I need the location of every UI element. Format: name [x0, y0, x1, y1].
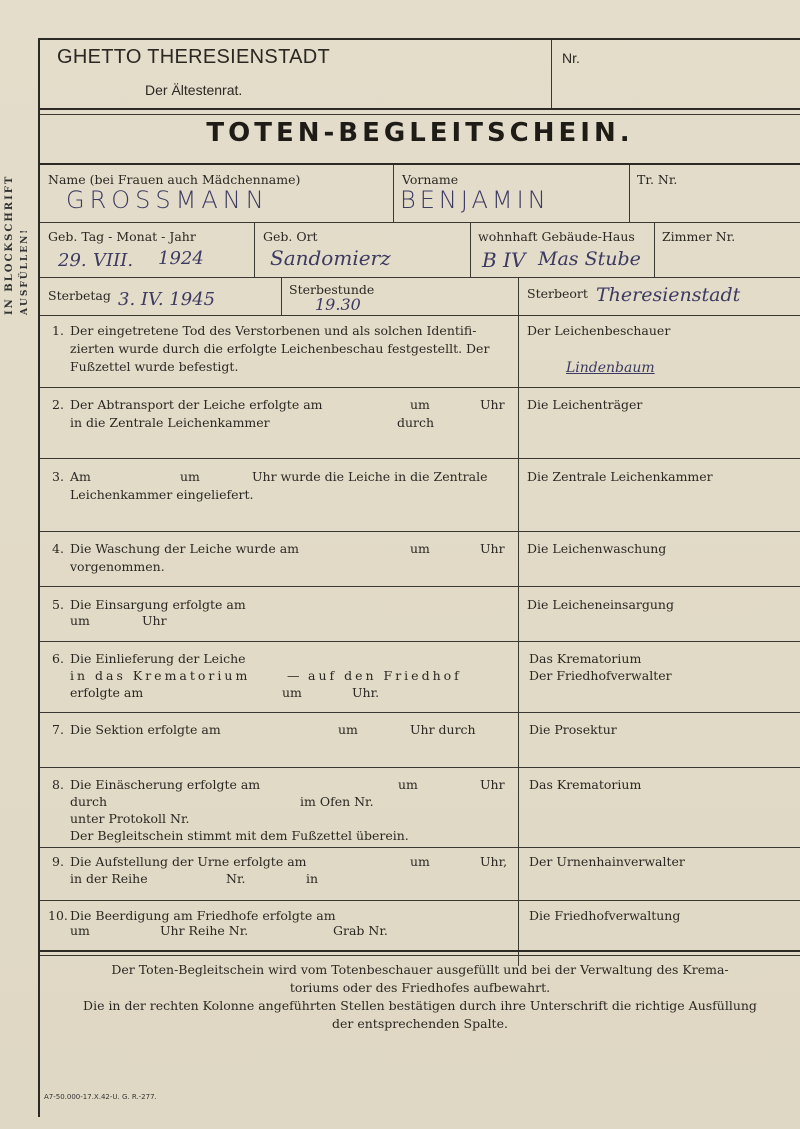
step2-durch: durch: [397, 415, 435, 430]
birth-day-value: 29.: [58, 250, 87, 271]
death-place-label: Sterbeort: [527, 286, 588, 301]
side-instruction-line2: AUSFÜLLEN!: [20, 227, 30, 315]
step4-responsible: Die Leichenwaschung: [527, 541, 667, 556]
step6-line1: Die Einlieferung der Leiche: [70, 651, 246, 666]
step6-uhr: Uhr.: [352, 685, 380, 700]
transport-divider: [629, 165, 630, 222]
row-rule: [40, 767, 800, 768]
right-column-divider: [518, 277, 519, 966]
step8-ofen: im Ofen Nr.: [300, 794, 374, 809]
row-rule: [40, 586, 800, 587]
step8-line2: durch: [70, 794, 108, 809]
form-title: TOTEN-BEGLEITSCHEIN.: [206, 118, 634, 148]
step6-responsible: Das Krematorium: [529, 651, 642, 666]
birth-divider: [254, 222, 255, 277]
firstname-label: Vorname: [402, 172, 459, 187]
print-code: A7-50.000-17.X.42-U. G. R.-277.: [44, 1093, 157, 1101]
step5-uhr: Uhr: [142, 613, 167, 628]
surname-label: Name (bei Frauen auch Mädchenname): [48, 172, 301, 187]
footer-line3: Die in der rechten Kolonne angeführten Stellen bestätigen durch ihre Unterschrift die richtige Ausfüllung: [83, 998, 757, 1013]
step9-nr: Nr.: [226, 871, 246, 886]
step3-um: um: [180, 469, 200, 484]
row-rule: [40, 387, 800, 388]
step2-number: 2.: [52, 397, 64, 412]
step5-responsible: Die Leicheneinsargung: [527, 597, 674, 612]
step1-responsible: Der Leichenbeschauer: [527, 323, 671, 338]
birth-year-value: 1924: [158, 248, 204, 269]
step3-line1: Am: [70, 469, 91, 484]
transport-label: Tr. Nr.: [637, 172, 678, 187]
birthdate-label: Geb. Tag - Monat - Jahr: [48, 229, 196, 244]
row-rule: [40, 277, 800, 278]
death-divider: [281, 277, 282, 315]
step10-number: 10.: [48, 908, 68, 923]
step3-number: 3.: [52, 469, 64, 484]
title-rule: [40, 163, 800, 165]
step4-line2: vorgenommen.: [70, 559, 165, 574]
row-rule: [40, 641, 800, 642]
step7-uhr: Uhr durch: [410, 722, 476, 737]
step3-uhr-text: Uhr wurde die Leiche in die Zentrale: [252, 469, 488, 484]
footer-line2: toriums oder des Friedhofes aufbewahrt.: [289, 980, 551, 995]
step6-dash: —: [287, 668, 300, 683]
step3-line2: Leichenkammer eingeliefert.: [70, 487, 254, 502]
header-divider: [551, 40, 552, 108]
death-place-value: Theresienstadt: [596, 284, 741, 306]
step5-line2: um: [70, 613, 90, 628]
step9-line1: Die Aufstellung der Urne erfolgte am: [70, 854, 307, 869]
residence-divider: [470, 222, 471, 277]
step4-uhr: Uhr: [480, 541, 505, 556]
step7-line1: Die Sektion erfolgte am: [70, 722, 221, 737]
step8-line1: Die Einäscherung erfolgte am: [70, 777, 261, 792]
step7-responsible: Die Prosektur: [529, 722, 617, 737]
room-divider: [654, 222, 655, 277]
birthplace-label: Geb. Ort: [263, 229, 318, 244]
step2-um: um: [410, 397, 430, 412]
side-instruction: [4, 163, 38, 323]
residence-building-value: B IV: [482, 248, 526, 272]
footer-rule: [40, 950, 800, 952]
death-hour-value: 19.30: [315, 295, 361, 314]
residence-label: wohnhaft Gebäude-Haus: [478, 229, 635, 244]
footer-line4: der entsprechenden Spalte.: [332, 1016, 508, 1031]
council-subtitle: Der Ältestenrat.: [145, 82, 243, 98]
step6-friedhof: auf den Friedhof: [308, 668, 462, 683]
step10-uhr-reihe: Uhr Reihe Nr.: [160, 923, 249, 938]
step6-um: um: [282, 685, 302, 700]
step4-number: 4.: [52, 541, 64, 556]
row-rule: [40, 222, 800, 223]
residence-house-value: Mas Stube: [538, 248, 641, 270]
step9-in: in: [306, 871, 319, 886]
step6-responsible-2: Der Friedhofverwalter: [529, 668, 672, 683]
nr-label: Nr.: [562, 50, 580, 66]
birthplace-value: Sandomierz: [270, 246, 391, 270]
header-rule: [40, 108, 800, 110]
step4-line1: Die Waschung der Leiche wurde am: [70, 541, 300, 556]
step10-responsible: Die Friedhofverwaltung: [529, 908, 681, 923]
ghetto-title: GHETTO THERESIENSTADT: [57, 46, 330, 68]
step8-responsible: Das Krematorium: [529, 777, 642, 792]
row-rule: [40, 847, 800, 848]
footer-rule-thin: [40, 955, 800, 956]
footer-line1: Der Toten-Begleitschein wird vom Totenbeschauer ausgefüllt und bei der Verwaltung des Krema-: [111, 962, 729, 977]
step9-number: 9.: [52, 854, 64, 869]
step8-number: 8.: [52, 777, 64, 792]
row-rule: [40, 900, 800, 901]
step1-line3: Fußzettel wurde befestigt.: [70, 359, 239, 374]
step6-line2: in das Krematorium: [70, 668, 251, 683]
step9-line2: in der Reihe: [70, 871, 148, 886]
death-day-label: Sterbetag: [48, 288, 111, 303]
step2-uhr: Uhr: [480, 397, 505, 412]
side-instruction-line1: IN BLOCKSCHRIFT: [4, 174, 15, 315]
surname-value: GROSSMANN: [66, 186, 269, 214]
step8-uhr: Uhr: [480, 777, 505, 792]
step9-responsible: Der Urnenhainverwalter: [529, 854, 685, 869]
row-rule: [40, 315, 800, 316]
step9-um: um: [410, 854, 430, 869]
step2-line2: in die Zentrale Leichenkammer: [70, 415, 270, 430]
step3-responsible: Die Zentrale Leichenkammer: [527, 469, 713, 484]
step7-number: 7.: [52, 722, 64, 737]
step5-number: 5.: [52, 597, 64, 612]
row-rule: [40, 458, 800, 459]
step6-line3: erfolgte am: [70, 685, 144, 700]
step4-um: um: [410, 541, 430, 556]
footer-note: [60, 961, 780, 1033]
step10-line1: Die Beerdigung am Friedhofe erfolgte am: [70, 908, 336, 923]
death-day-value: 3. IV. 1945: [118, 289, 216, 310]
step6-number: 6.: [52, 651, 64, 666]
step10-grab: Grab Nr.: [333, 923, 388, 938]
step10-line2: um: [70, 923, 90, 938]
step7-um: um: [338, 722, 358, 737]
step8-line3: unter Protokoll Nr.: [70, 811, 190, 826]
step8-um: um: [398, 777, 418, 792]
step9-uhr: Uhr,: [480, 854, 508, 869]
firstname-value: BENJAMIN: [400, 186, 550, 214]
step2-line1: Der Abtransport der Leiche erfolgte am: [70, 397, 323, 412]
step1-number: 1.: [52, 323, 64, 338]
row-rule: [40, 712, 800, 713]
step1-line2: zierten wurde durch die erfolgte Leichenbeschau festgestellt. Der: [70, 341, 490, 356]
death-hour-label: Sterbestunde: [289, 282, 375, 297]
step5-line1: Die Einsargung erfolgte am: [70, 597, 246, 612]
step8-line4: Der Begleitschein stimmt mit dem Fußzettel überein.: [70, 828, 409, 843]
header-rule-thin: [40, 114, 800, 115]
step2-responsible: Die Leichenträger: [527, 397, 643, 412]
birth-month-value: VIII.: [93, 250, 134, 271]
step1-signature: Lindenbaum: [566, 360, 655, 376]
room-label: Zimmer Nr.: [662, 229, 736, 244]
step1-line1: Der eingetretene Tod des Verstorbenen und als solchen Identifi-: [70, 323, 477, 338]
row-rule: [40, 531, 800, 532]
name-divider: [393, 165, 394, 222]
